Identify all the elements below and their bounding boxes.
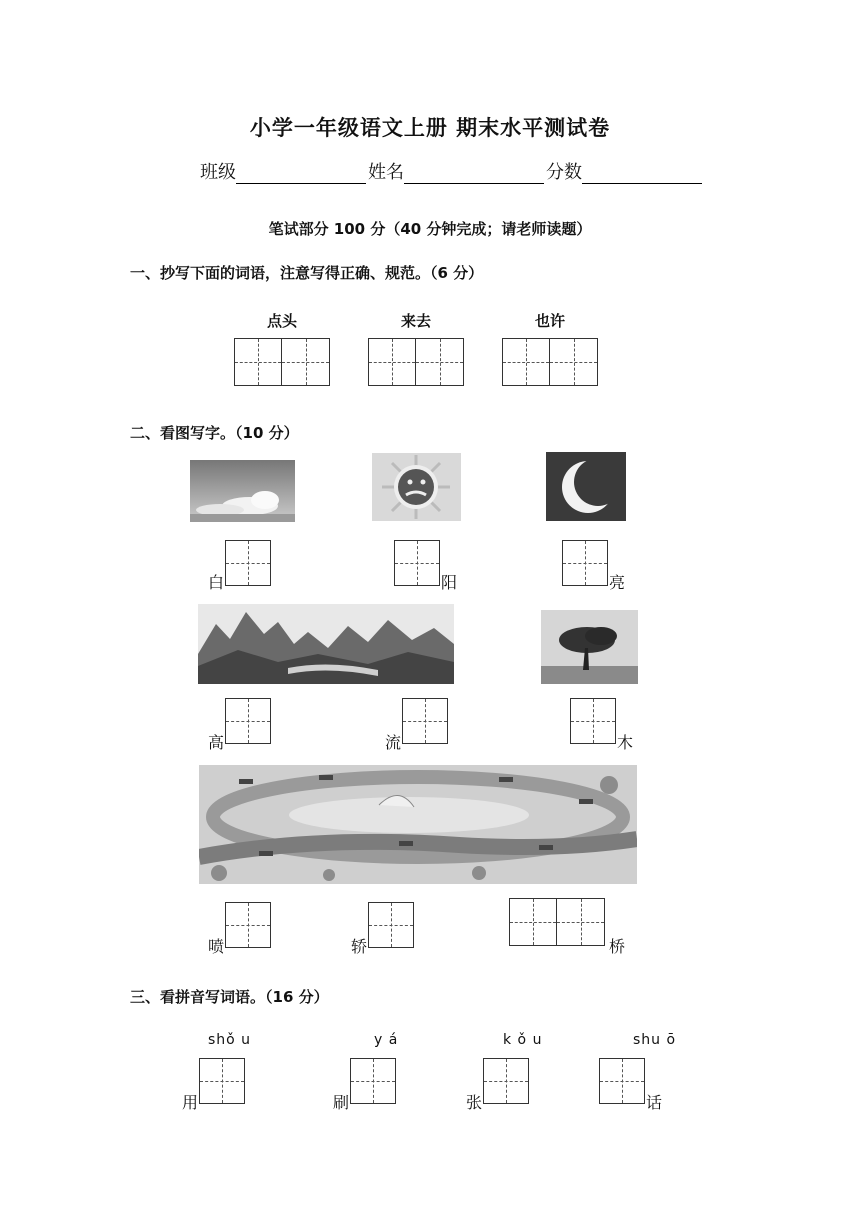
section-3-heading: 三、看拼音写词语。（16 分） — [130, 988, 329, 1006]
writing-grid-2[interactable] — [368, 338, 464, 386]
pic-grid-4[interactable] — [225, 698, 271, 744]
char-jiao: 轿 — [351, 937, 368, 956]
copy-word-1: 点头 — [266, 312, 297, 330]
char-qiao: 桥 — [609, 937, 626, 956]
section-2-heading: 二、看图写字。（10 分） — [130, 424, 299, 442]
char-pen: 喷 — [208, 937, 225, 956]
pinyin-4: shu ō — [633, 1032, 677, 1048]
pic-grid-7[interactable] — [225, 902, 271, 948]
name-field[interactable] — [404, 161, 544, 184]
char-liu: 流 — [385, 733, 402, 752]
fountain-overpass-picture — [199, 765, 637, 884]
class-label: 班级 — [200, 162, 236, 183]
char-yang: 阳 — [441, 573, 458, 592]
pic-grid-5[interactable] — [402, 698, 448, 744]
tree-picture — [541, 610, 638, 684]
char-zhang: 张 — [466, 1093, 483, 1112]
pic-grid-9[interactable] — [509, 898, 605, 946]
pinyin-grid-1[interactable] — [199, 1058, 245, 1104]
moon-picture — [546, 452, 626, 521]
copy-word-2: 来去 — [400, 312, 431, 330]
pic-grid-8[interactable] — [368, 902, 414, 948]
char-liang: 亮 — [609, 573, 626, 592]
mountains-river-picture — [198, 604, 454, 684]
pinyin-2: y á — [374, 1032, 399, 1048]
char-yong: 用 — [182, 1093, 199, 1112]
student-info-row — [200, 158, 704, 184]
pinyin-3: k ǒ u — [503, 1032, 543, 1048]
pinyin-grid-3[interactable] — [483, 1058, 529, 1104]
name-label: 姓名 — [368, 162, 404, 183]
pic-grid-6[interactable] — [570, 698, 616, 744]
score-label: 分数 — [546, 162, 582, 183]
pic-grid-1[interactable] — [225, 540, 271, 586]
page-title: 小学一年级语文上册 期末水平测试卷 — [249, 115, 611, 140]
char-shua: 刷 — [333, 1093, 350, 1112]
copy-word-3: 也许 — [534, 312, 565, 330]
writing-grid-1[interactable] — [234, 338, 330, 386]
pic-grid-2[interactable] — [394, 540, 440, 586]
char-gao: 高 — [208, 733, 225, 752]
char-hua: 话 — [646, 1093, 663, 1112]
pinyin-grid-4[interactable] — [599, 1058, 645, 1104]
section-1-heading: 一、抄写下面的词语，注意写得正确、规范。（6 分） — [130, 264, 484, 282]
pinyin-grid-2[interactable] — [350, 1058, 396, 1104]
char-bai: 白 — [208, 573, 225, 592]
clouds-picture — [190, 460, 295, 522]
sun-picture — [372, 453, 461, 521]
writing-grid-3[interactable] — [502, 338, 598, 386]
class-field[interactable] — [236, 161, 366, 184]
score-field[interactable] — [582, 161, 702, 184]
pic-grid-3[interactable] — [562, 540, 608, 586]
char-mu: 木 — [617, 733, 634, 752]
pinyin-1: shǒ u — [208, 1032, 252, 1048]
exam-subtitle: 笔试部分 100 分（40 分钟完成；请老师读题） — [268, 220, 592, 238]
